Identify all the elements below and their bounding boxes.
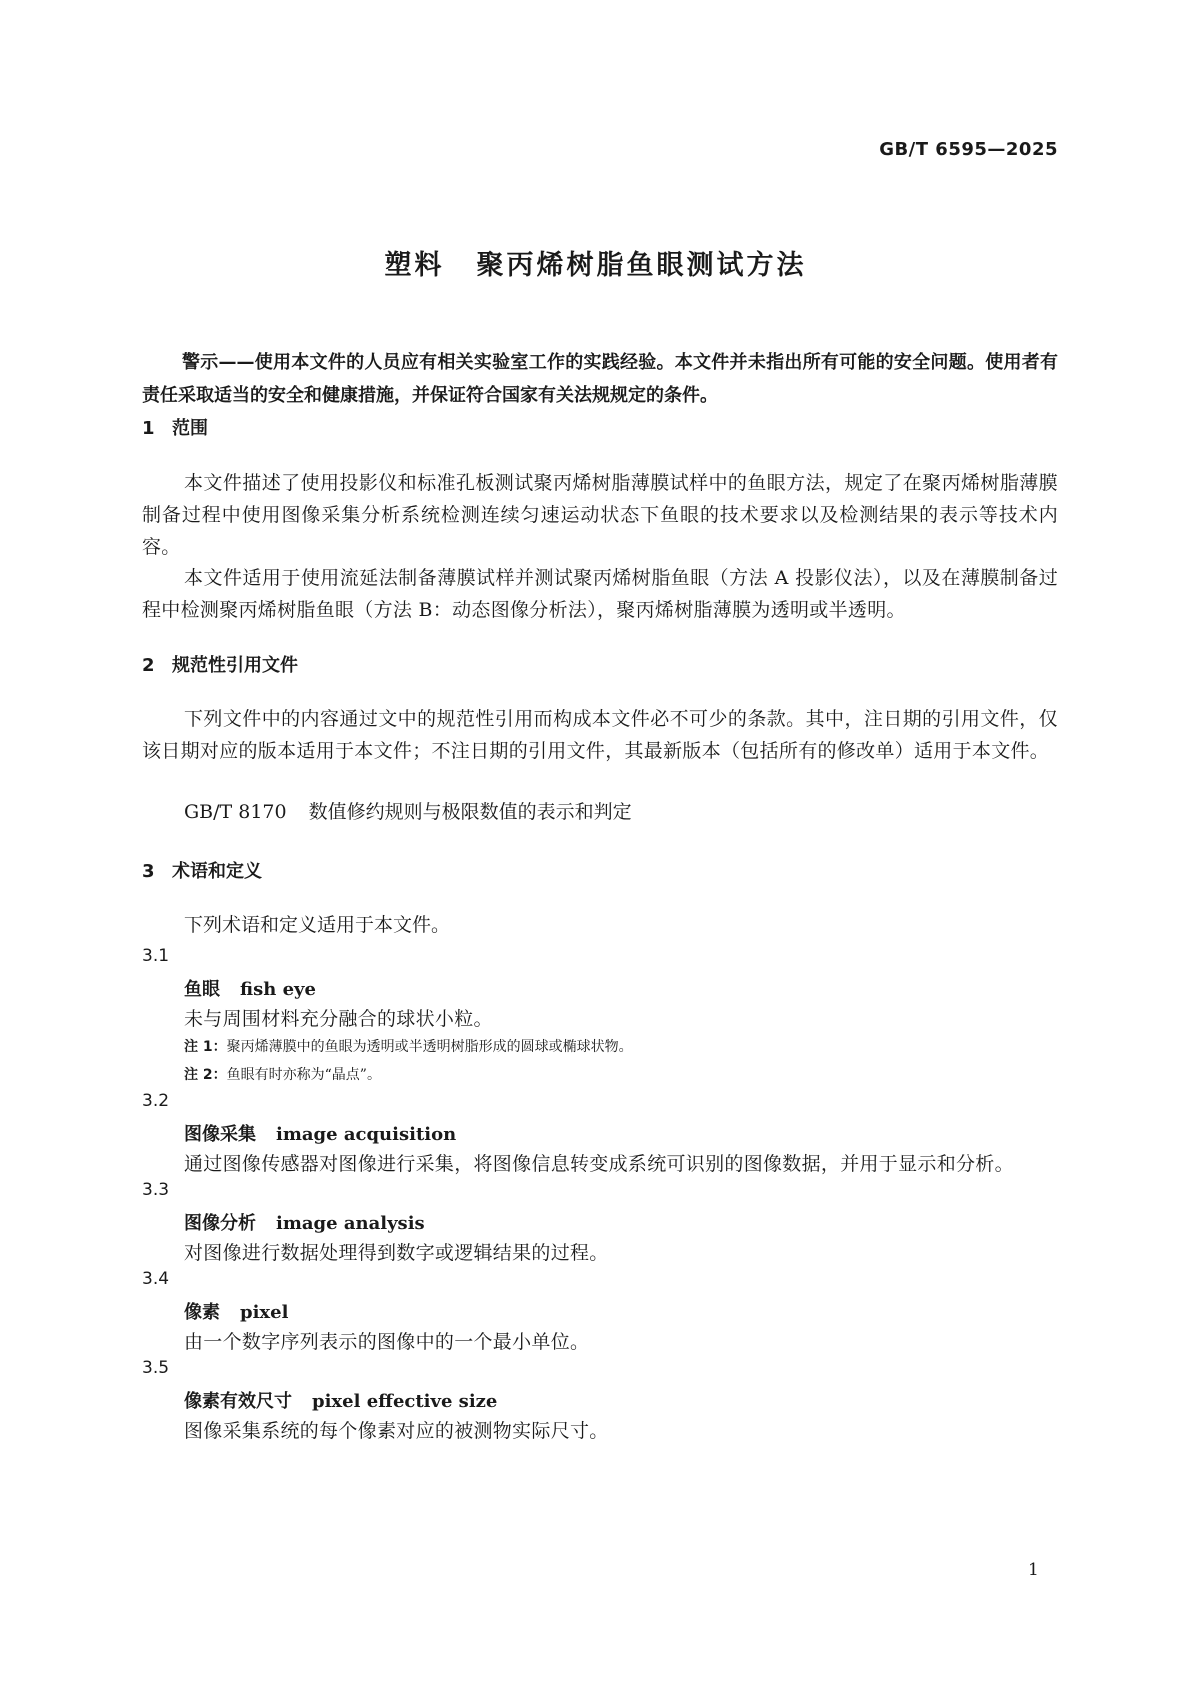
note-text: 鱼眼有时亦称为“晶点”。 (226, 1067, 381, 1083)
term-heading (184, 1298, 288, 1324)
section-number: 2 (142, 655, 155, 676)
term-heading (184, 975, 316, 1001)
term-zh: 图像采集 (184, 1124, 256, 1145)
term-en: pixel (240, 1302, 289, 1323)
reference-code: GB/T 8170 (184, 801, 287, 823)
term-en: pixel effective size (312, 1391, 498, 1412)
term-definition: 图像采集系统的每个像素对应的被测物实际尺寸。 (184, 1420, 609, 1442)
section-2-paragraph-1: 下列文件中的内容通过文中的规范性引用而构成本文件必不可少的条款。其中，注日期的引用文件，仅该日期对应的版本适用于本文件；不注日期的引用文件，其最新版本（包括所有的修改单）适用于本文件。 (142, 708, 1058, 762)
section-title: 范围 (172, 418, 208, 439)
term-note (184, 1036, 633, 1056)
term-en: fish eye (240, 979, 316, 1000)
term-definition: 通过图像传感器对图像进行采集，将图像信息转变成系统可识别的图像数据，并用于显示和分析。 (184, 1153, 1014, 1175)
term-heading (184, 1387, 497, 1413)
note-label: 注 1： (184, 1039, 227, 1055)
term-en: image analysis (276, 1213, 425, 1234)
section-number: 3 (142, 861, 155, 882)
title-part1: 塑料 (384, 250, 445, 281)
section-title: 术语和定义 (172, 861, 262, 882)
section-2-heading (142, 651, 298, 677)
term-number: 3.4 (142, 1269, 170, 1289)
term-en: image acquisition (276, 1124, 457, 1145)
section-title: 规范性引用文件 (172, 655, 298, 676)
section-number: 1 (142, 418, 155, 439)
title-part2: 聚丙烯树脂鱼眼测试方法 (476, 250, 807, 281)
reference-title: 数值修约规则与极限数值的表示和判定 (308, 801, 632, 823)
note-label: 注 2： (184, 1067, 227, 1083)
term-zh: 像素有效尺寸 (184, 1391, 292, 1412)
term-zh: 像素 (184, 1302, 220, 1323)
term-number: 3.1 (142, 946, 170, 966)
note-text: 聚丙烯薄膜中的鱼眼为透明或半透明树脂形成的圆球或椭球状物。 (226, 1039, 633, 1055)
normative-reference (184, 797, 632, 824)
term-number: 3.5 (142, 1358, 170, 1378)
term-note (184, 1064, 381, 1084)
term-number: 3.2 (142, 1091, 170, 1111)
section-3-heading (142, 857, 262, 883)
term-definition: 对图像进行数据处理得到数字或逻辑结果的过程。 (184, 1242, 609, 1264)
term-heading (184, 1209, 425, 1235)
section-1-paragraph-1: 本文件描述了使用投影仪和标准孔板测试聚丙烯树脂薄膜试样中的鱼眼方法，规定了在聚丙烯树脂薄膜制备过程中使用图像采集分析系统检测连续匀速运动状态下鱼眼的技术要求以及检测结果的表示等技术内容。 (142, 472, 1058, 558)
term-number: 3.3 (142, 1180, 170, 1200)
warning-paragraph: 警示——使用本文件的人员应有相关实验室工作的实践经验。本文件并未指出所有可能的安全问题。使用者有责任采取适当的安全和健康措施，并保证符合国家有关法规规定的条件。 (142, 352, 1058, 406)
term-zh: 鱼眼 (184, 979, 220, 1000)
term-heading (184, 1120, 456, 1146)
section-3-intro: 下列术语和定义适用于本文件。 (184, 914, 451, 936)
document-title (0, 243, 1191, 282)
section-1-paragraph-2: 本文件适用于使用流延法制备薄膜试样并测试聚丙烯树脂鱼眼（方法 A 投影仪法），以及在薄膜制备过程中检测聚丙烯树脂鱼眼（方法 B：动态图像分析法），聚丙烯树脂薄膜为透明或半透明。 (142, 567, 1058, 621)
term-zh: 图像分析 (184, 1213, 256, 1234)
term-definition: 未与周围材料充分融合的球状小粒。 (184, 1008, 493, 1030)
standard-code: GB/T 6595—2025 (879, 139, 1058, 160)
section-1-heading (142, 414, 208, 440)
page-number: 1 (1028, 1560, 1039, 1580)
term-definition: 由一个数字序列表示的图像中的一个最小单位。 (184, 1331, 590, 1353)
